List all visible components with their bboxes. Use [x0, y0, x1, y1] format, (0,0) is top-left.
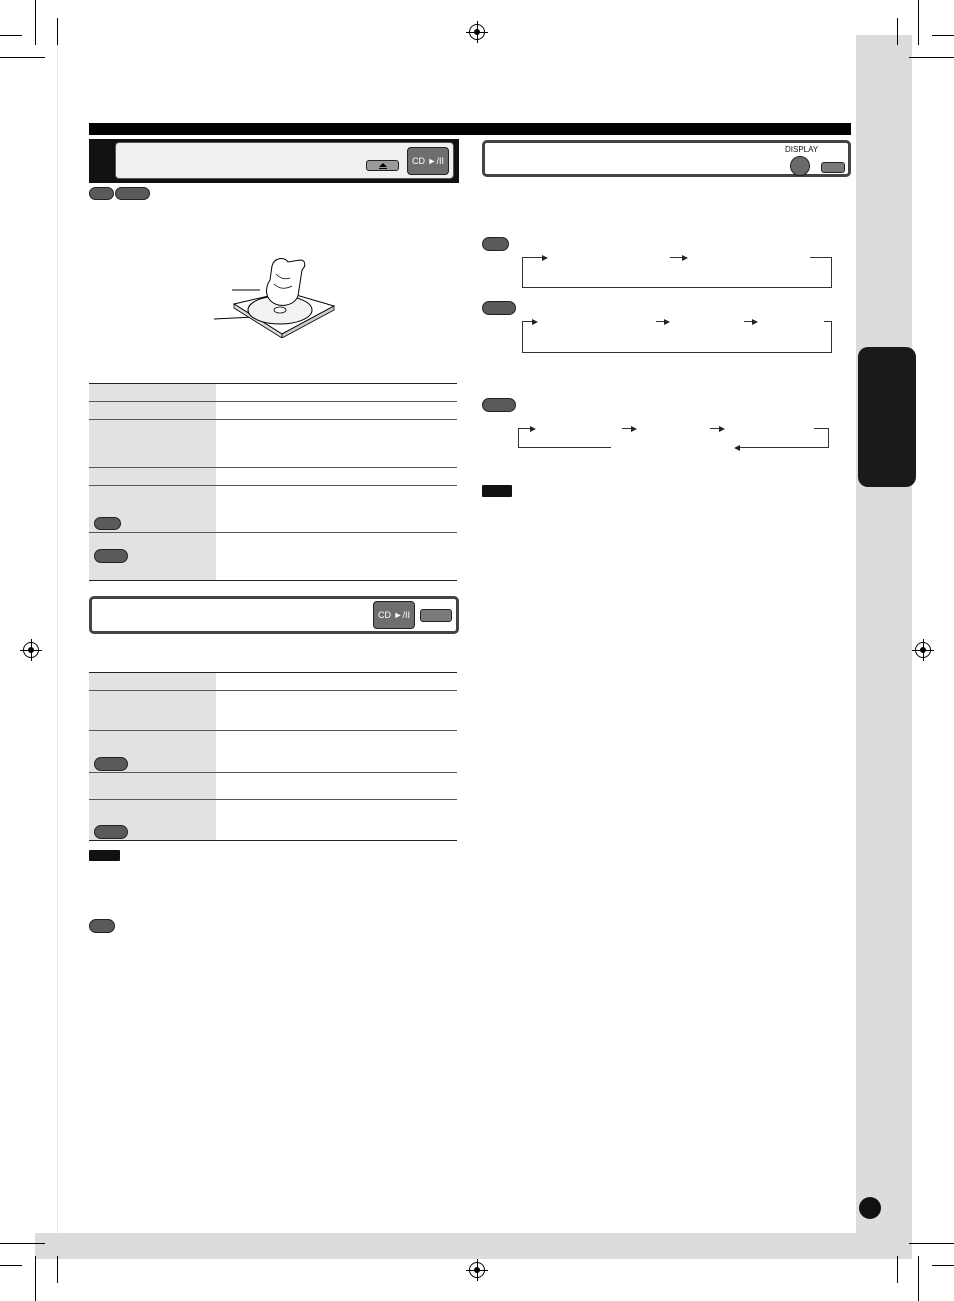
- disc-type-badge: [482, 237, 509, 251]
- remote-only-badge: [94, 825, 128, 839]
- table-row-divider: [89, 730, 457, 731]
- disc-type-badge: [482, 301, 516, 315]
- flow-line: [522, 352, 832, 353]
- flow-arrow-left-icon: [734, 445, 740, 451]
- note-label: [482, 485, 512, 497]
- display-button-label: DISPLAY: [785, 145, 819, 154]
- flow-line: [522, 257, 542, 258]
- flow-arrow-icon: [631, 426, 637, 432]
- cd-play-pause-label: CD ►/II: [412, 156, 444, 166]
- section-title-bar: [89, 123, 851, 135]
- table-rule: [89, 840, 457, 841]
- flow-line: [810, 257, 831, 258]
- disc-type-badge: [89, 187, 114, 200]
- crop-mark: [0, 57, 45, 58]
- display-cycle-diagram: [522, 255, 832, 288]
- flow-arrow-icon: [530, 426, 536, 432]
- table-row-divider: [89, 532, 457, 533]
- disc-type-badge: [482, 398, 516, 412]
- cd-play-pause-button-2[interactable]: [373, 601, 415, 629]
- crop-mark: [909, 57, 954, 58]
- flow-line: [518, 428, 519, 448]
- remote-only-badge: [94, 517, 121, 530]
- cd-play-panel: [89, 596, 459, 634]
- table-row-divider: [89, 772, 457, 773]
- table-rule: [89, 672, 457, 673]
- section-side-tab: [858, 347, 916, 487]
- cd-panel-inner: [115, 142, 454, 179]
- table-row-divider: [89, 467, 457, 468]
- disc-type-badge: [89, 919, 115, 933]
- flow-line: [831, 321, 832, 353]
- crop-mark: [57, 1256, 58, 1283]
- crop-mark: [0, 35, 22, 36]
- flow-line: [814, 428, 828, 429]
- flow-arrow-icon: [532, 319, 538, 325]
- flow-arrow-icon: [682, 255, 688, 261]
- flow-line: [518, 428, 530, 429]
- flow-line: [831, 257, 832, 288]
- display-cycle-diagram: [518, 426, 830, 448]
- registration-mark-icon: [469, 24, 485, 40]
- crop-mark: [35, 1256, 36, 1301]
- table-label-column: [89, 672, 216, 840]
- crop-mark: [57, 18, 58, 45]
- table-row-divider: [89, 419, 457, 420]
- eject-icon: [379, 163, 387, 167]
- flow-line: [522, 321, 532, 322]
- remote-only-badge: [94, 549, 128, 563]
- disc-hole: [274, 307, 286, 313]
- flow-line: [522, 257, 523, 288]
- disc-type-badge: [115, 187, 150, 200]
- flow-arrow-icon: [542, 255, 548, 261]
- crop-mark: [0, 1265, 22, 1266]
- cd-panel-header: [89, 139, 459, 183]
- display-panel: [482, 140, 851, 177]
- cd-play-pause-label-2: CD ►/II: [378, 610, 410, 620]
- registration-mark-icon: [23, 642, 39, 658]
- table-row-divider: [89, 799, 457, 800]
- table-row-divider: [89, 485, 457, 486]
- page-number-marker: [859, 1197, 881, 1219]
- flow-line: [518, 447, 611, 448]
- flow-line: [828, 428, 829, 448]
- crop-mark: [0, 1243, 45, 1244]
- cd-play-pause-button[interactable]: [407, 147, 449, 175]
- crop-mark: [897, 18, 898, 45]
- registration-mark-icon: [469, 1262, 485, 1278]
- table-row-divider: [89, 401, 457, 402]
- flow-line: [522, 321, 523, 353]
- remote-button[interactable]: [420, 609, 452, 622]
- flow-arrow-icon: [719, 426, 725, 432]
- remote-only-badge: [94, 757, 128, 771]
- flow-arrow-icon: [752, 319, 758, 325]
- table-rule: [89, 580, 457, 581]
- crop-mark: [918, 0, 919, 45]
- flow-arrow-icon: [664, 319, 670, 325]
- table-row-divider: [89, 690, 457, 691]
- crop-mark: [909, 1243, 954, 1244]
- disc-loading-illustration: [214, 256, 338, 338]
- side-margin-band: [856, 35, 912, 1235]
- leader-line: [214, 317, 254, 319]
- eject-button[interactable]: [366, 160, 399, 171]
- crop-mark: [35, 0, 36, 45]
- note-label: [89, 850, 120, 861]
- registration-mark-icon: [915, 642, 931, 658]
- table-rule: [89, 383, 457, 384]
- crop-mark: [932, 35, 954, 36]
- crop-mark: [918, 1256, 919, 1301]
- remote-button[interactable]: [821, 162, 845, 173]
- crop-mark: [932, 1265, 954, 1266]
- display-cycle-diagram: [522, 319, 832, 353]
- left-page-edge: [57, 35, 58, 1235]
- flow-line: [522, 287, 832, 288]
- display-button[interactable]: [790, 156, 810, 176]
- bottom-margin-band: [35, 1233, 912, 1259]
- eject-icon-bar: [379, 168, 387, 169]
- crop-mark: [897, 1256, 898, 1283]
- flow-line: [740, 447, 829, 448]
